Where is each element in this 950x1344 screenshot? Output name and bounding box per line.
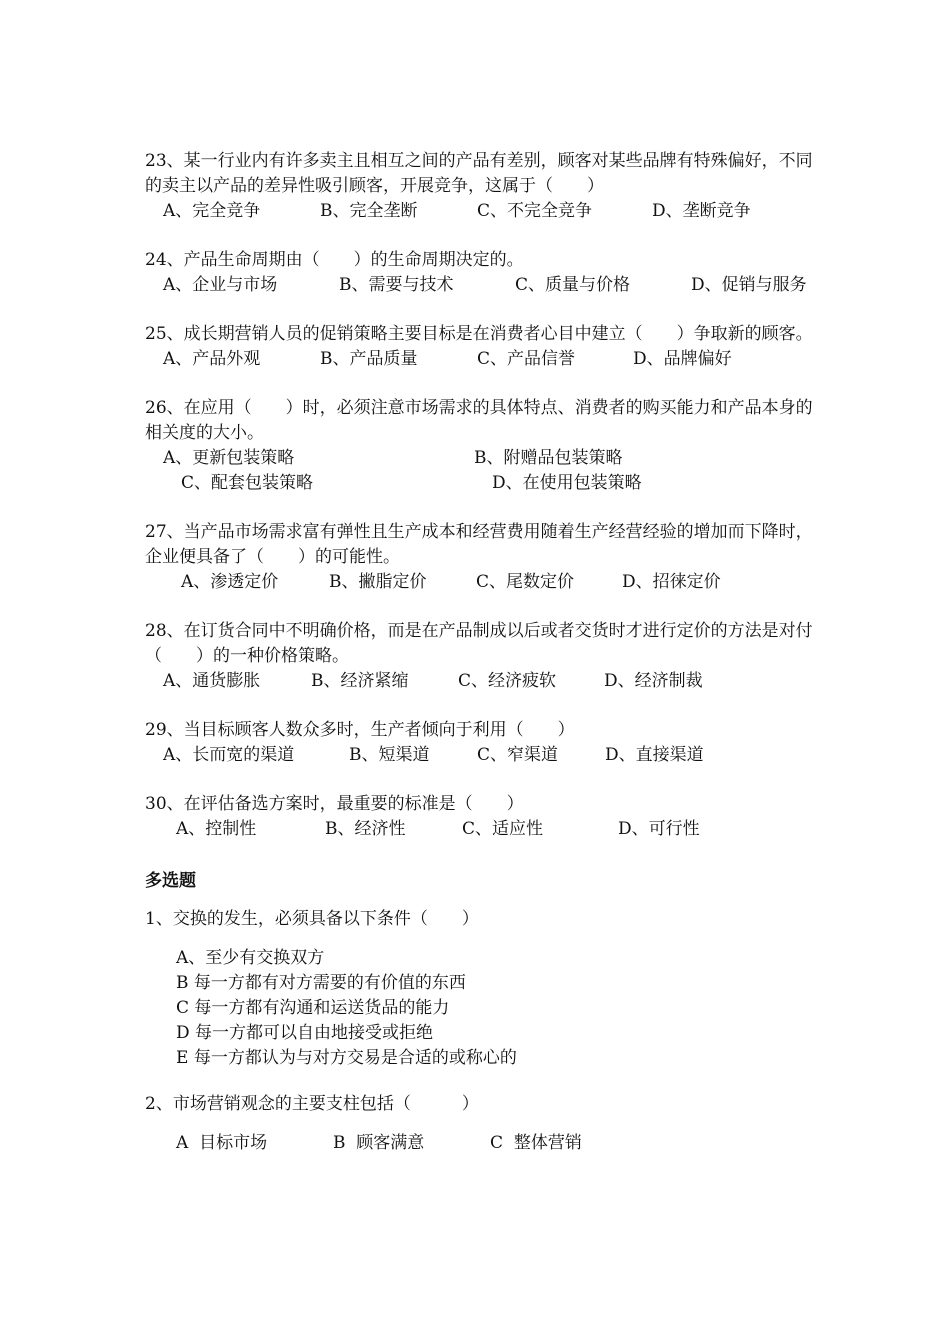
option-a: A、通货膨胀: [163, 671, 261, 691]
option-row: [145, 446, 815, 471]
option-d: D、经济制裁: [604, 671, 703, 691]
question-stem: 24、产品生命周期由（ ）的生命周期决定的。: [145, 250, 524, 270]
question-stem: 25、成长期营销人员的促销策略主要目标是在消费者心目中建立（ ）争取新的顾客。: [145, 324, 813, 344]
option-row: [145, 817, 815, 842]
option-row: [145, 199, 815, 224]
question-30: [145, 792, 815, 842]
option-d: D、可行性: [618, 819, 700, 839]
option-c: C、窄渠道: [477, 745, 559, 765]
option-row: [145, 273, 815, 298]
option-c: C、不完全竞争: [477, 201, 593, 221]
option-c: C、经济疲软: [458, 671, 557, 691]
option-c: C、尾数定价: [476, 572, 575, 592]
section-title-multi: 多选题: [145, 871, 196, 891]
question-stem: 28、在订货合同中不明确价格，而是在产品制成以后或者交货时才进行定价的方法是对付（ ）的一种价格策略。: [145, 621, 813, 666]
option-d: D、垄断竞争: [652, 201, 751, 221]
option-a: A、渗透定价: [181, 572, 279, 592]
option-a: A、企业与市场: [163, 275, 278, 295]
option-d: D 每一方都可以自由地接受或拒绝: [176, 1023, 434, 1043]
option-d: D、品牌偏好: [633, 349, 732, 369]
option-row: [145, 347, 815, 372]
option-b: B、撇脂定价: [329, 572, 427, 592]
option-row: [145, 471, 815, 496]
option-a: A、控制性: [176, 819, 257, 839]
option-b: B、需要与技术: [339, 275, 454, 295]
question-stem: 2、市场营销观念的主要支柱包括（ ）: [145, 1094, 479, 1114]
option-a: A、完全竞争: [163, 201, 261, 221]
question-stem: 29、当目标顾客人数众多时，生产者倾向于利用（ ）: [145, 720, 575, 740]
multi-question-1: [145, 907, 815, 1071]
option-b: B、完全垄断: [320, 201, 418, 221]
multi-question-2: [145, 1092, 815, 1156]
option-a: A、更新包装策略: [163, 448, 295, 468]
option-a: A、至少有交换双方: [176, 948, 325, 968]
option-list: [145, 946, 815, 1071]
question-stem: 27、当产品市场需求富有弹性且生产成本和经营费用随着生产经营经验的增加而下降时，企业便具备了（ ）的可能性。: [145, 522, 813, 567]
option-b: B、短渠道: [349, 745, 430, 765]
option-row: [145, 1131, 815, 1156]
question-26: [145, 396, 815, 496]
option-c: C、质量与价格: [515, 275, 631, 295]
option-a: A、长而宽的渠道: [163, 745, 295, 765]
option-d: D、招徕定价: [622, 572, 721, 592]
question-25: [145, 322, 815, 372]
option-d: D、在使用包装策略: [492, 473, 642, 493]
question-stem: 1、交换的发生，必须具备以下条件（ ）: [145, 909, 479, 929]
document-page: [145, 149, 815, 1177]
option-c: C 每一方都有沟通和运送货品的能力: [176, 998, 450, 1018]
option-a: A 目标市场: [176, 1133, 268, 1153]
option-a: A、产品外观: [163, 349, 261, 369]
option-d: D、直接渠道: [605, 745, 704, 765]
option-b: B 每一方都有对方需要的有价值的东西: [176, 973, 466, 993]
question-stem: 26、在应用（ ）时，必须注意市场需求的具体特点、消费者的购买能力和产品本身的相关度的大小。: [145, 398, 813, 443]
question-28: [145, 619, 815, 694]
option-b: B、经济性: [325, 819, 406, 839]
option-row: [145, 570, 815, 595]
option-b: B 顾客满意: [333, 1133, 425, 1153]
question-24: [145, 248, 815, 298]
option-b: B、经济紧缩: [311, 671, 409, 691]
option-b: B、产品质量: [320, 349, 418, 369]
option-row: [145, 669, 815, 694]
option-row: [145, 743, 815, 768]
option-c: C 整体营销: [490, 1133, 582, 1153]
question-stem: 23、某一行业内有许多卖主且相互之间的产品有差别，顾客对某些品牌有特殊偏好，不同的卖主以产品的差异性吸引顾客，开展竞争，这属于（ ）: [145, 151, 813, 196]
question-23: [145, 149, 815, 224]
option-c: C、配套包装策略: [181, 473, 314, 493]
question-27: [145, 520, 815, 595]
question-29: [145, 718, 815, 768]
option-c: C、产品信誉: [477, 349, 576, 369]
option-c: C、适应性: [462, 819, 544, 839]
option-b: B、附赠品包装策略: [474, 448, 623, 468]
question-stem: 30、在评估备选方案时，最重要的标准是（ ）: [145, 794, 524, 814]
option-d: D、促销与服务: [691, 275, 807, 295]
option-e: E 每一方都认为与对方交易是合适的或称心的: [176, 1048, 517, 1068]
